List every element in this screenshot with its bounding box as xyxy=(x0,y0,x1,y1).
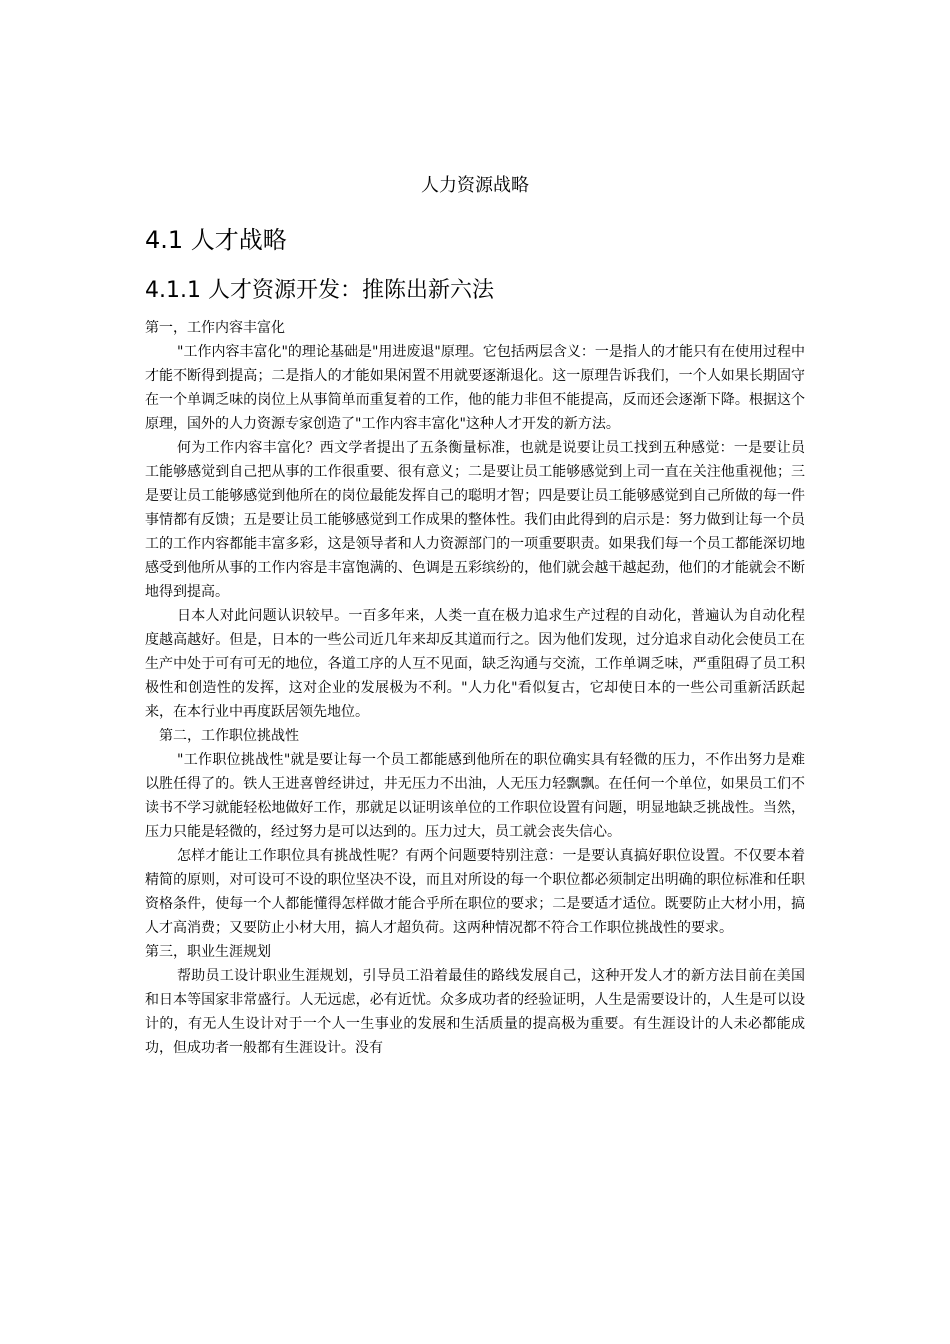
section-1-heading: 第一，工作内容丰富化 xyxy=(145,320,285,336)
section-2-paragraph-1: "工作职位挑战性"就是要让每一个员工都能感到他所在的职位确实具有轻微的压力，不作出努力是难以胜任得了的。铁人王进喜曾经讲过，井无压力不出油，人无压力轻飘飘。在任何一个单位，如果员工们不读书不学习就能轻松地做好工作，那就足以证明该单位的工作职位设置有问题，明显地缺乏挑战性。当然，压力只能是轻微的，经过努力是可以达到的。压力过大，员工就会丧失信心。 xyxy=(145,752,805,840)
document-title: 人力资源战略 xyxy=(421,175,529,196)
section-3-paragraph-1: 帮助员工设计职业生涯规划，引导员工沿着最佳的路线发展自己，这种开发人才的新方法目前在美国和日本等国家非常盛行。人无远虑，必有近忧。众多成功者的经验证明，人生是需要设计的，人生是可以设计的，有无人生设计对于一个人一生事业的发展和生活质量的提高极为重要。有生涯设计的人未必都能成功，但成功者一般都有生涯设计。没有 xyxy=(145,968,805,1056)
section-3-heading: 第三，职业生涯规划 xyxy=(145,944,271,960)
heading-1: 4.1 人才战略 xyxy=(145,226,287,254)
heading-2: 4.1.1 人才资源开发：推陈出新六法 xyxy=(145,278,494,303)
section-2-paragraph-2: 怎样才能让工作职位具有挑战性呢？有两个问题要特别注意：一是要认真搞好职位设置。不仅要本着精简的原则，对可设可不设的职位坚决不设，而且对所设的每一个职位都必须制定出明确的职位标准和任职资格条件，使每一个人都能懂得怎样做才能合乎所在职位的要求；二是要适才适位。既要防止大材小用，搞人才高消费；又要防止小材大用，搞人才超负荷。这两种情况都不符合工作职位挑战性的要求。 xyxy=(145,848,805,936)
section-1-paragraph-3: 日本人对此问题认识较早。一百多年来，人类一直在极力追求生产过程的自动化，普遍认为自动化程度越高越好。但是，日本的一些公司近几年来却反其道而行之。因为他们发现，过分追求自动化会使员工在生产中处于可有可无的地位，各道工序的人互不见面，缺乏沟通与交流，工作单调乏味，严重阻碍了员工积极性和创造性的发挥，这对企业的发展极为不利。"人力化"看似复古，它却使日本的一些公司重新活跃起来，在本行业中再度跃居领先地位。 xyxy=(145,608,805,720)
section-1-paragraph-1: "工作内容丰富化"的理论基础是"用进废退"原理。它包括两层含义：一是指人的才能只有在使用过程中才能不断得到提高；二是指人的才能如果闲置不用就要逐渐退化。这一原理告诉我们，一个人如果长期固守在一个单调乏味的岗位上从事简单而重复着的工作，他的能力非但不能提高，反而还会逐渐下降。根据这个原理，国外的人力资源专家创造了"工作内容丰富化"这种人才开发的新方法。 xyxy=(145,344,805,432)
section-1-paragraph-2: 何为工作内容丰富化？西文学者提出了五条衡量标准，也就是说要让员工找到五种感觉：一是要让员工能够感觉到自己把从事的工作很重要、很有意义；二是要让员工能够感觉到上司一直在关注他重视他；三是要让员工能够感觉到他所在的岗位最能发挥自己的聪明才智；四是要让员工能够感觉到自己所做的每一件事情都有反馈；五是要让员工能够感觉到工作成果的整体性。我们由此得到的启示是：努力做到让每一个员工的工作内容都能丰富多彩，这是领导者和人力资源部门的一项重要职责。如果我们每一个员工都能深切地感受到他所从事的工作内容是丰富饱满的、色调是五彩缤纷的，他们就会越干越起劲，他们的才能就会不断地得到提高。 xyxy=(145,440,805,600)
document-page xyxy=(145,172,805,1060)
section-2-heading: 第二，工作职位挑战性 xyxy=(159,728,299,744)
